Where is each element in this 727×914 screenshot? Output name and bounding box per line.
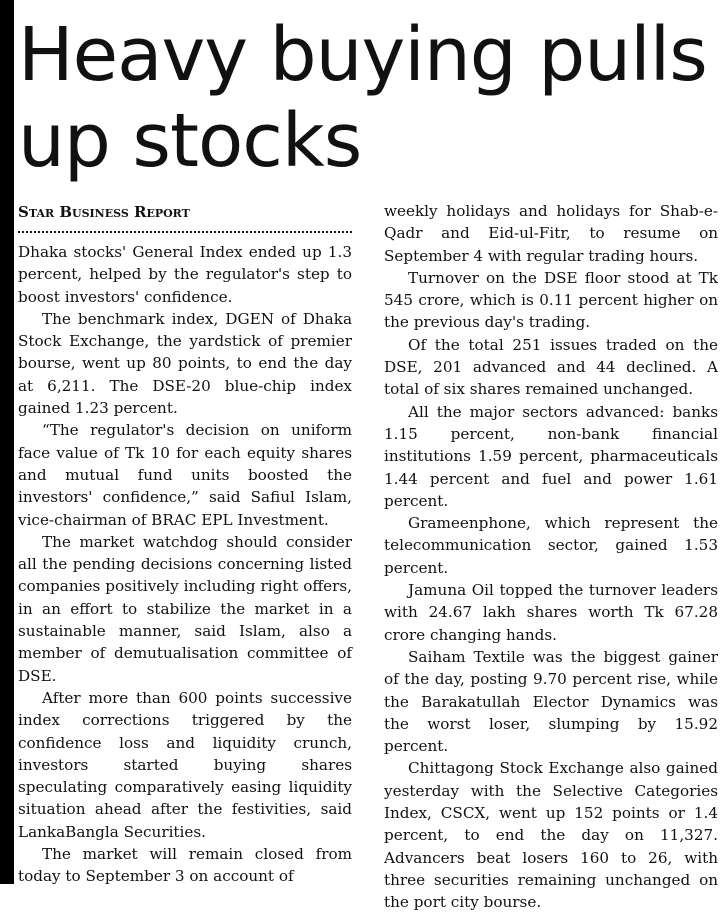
byline: Star Business Report <box>18 203 190 221</box>
paragraph: Turnover on the DSE floor stood at Tk 545 crore, which is 0.11 percent higher on the previous day's trading. <box>384 268 718 332</box>
paragraph: Chittagong Stock Exchange also gained yesterday with the Selective Categories Index, CSCX, went up 152 points or 1.4 percent, to end the day on 11,327. Advancers beat losers 160 to 26, with three securities remaining unchanged on the port city bourse. <box>384 759 718 912</box>
paragraph: The market watchdog should consider all the pending decisions concerning listed companies positively including right offers, in an effort to stabilize the market in a sustainable manner, said Islam, also a member of demutualisation committee of DSE. <box>18 532 352 685</box>
paragraph: Dhaka stocks' General Index ended up 1.3 percent, helped by the regulator's step to boost investors' confidence. <box>18 243 352 306</box>
paragraph: After more than 600 points successive index corrections triggered by the confidence loss and liquidity crunch, investors started buying shares speculating comparatively easing liquidity situation ahead after the festivities, said LankaBangla Securities. <box>18 688 352 841</box>
paragraph: Of the total 251 issues traded on the DSE, 201 advanced and 44 declined. A total of six shares remained unchanged. <box>384 335 718 399</box>
paragraph: The benchmark index, DGEN of Dhaka Stock Exchange, the yardstick of premier bourse, went up 80 points, to end the day at 6,211. The DSE-20 blue-chip index gained 1.23 percent. <box>18 309 352 418</box>
paragraph: The market will remain closed from today to September 3 on account of <box>18 845 352 886</box>
paragraph: Jamuna Oil topped the turnover leaders with 24.67 lakh shares worth Tk 67.28 crore changing hands. <box>384 581 718 644</box>
column-2 <box>384 200 718 914</box>
article-body <box>18 200 718 914</box>
dotted-divider <box>18 223 352 233</box>
headline: Heavy buying pulls up stocks <box>18 12 707 184</box>
paragraph: Saiham Textile was the biggest gainer of the day, posting 9.70 percent rise, while the Barakatullah Elector Dynamics was the worst loser, slumping by 15.92 percent. <box>384 647 718 756</box>
news-article <box>18 0 718 912</box>
paragraph: All the major sectors advanced: banks 1.15 percent, non-bank financial institutions 1.59 percent, pharmaceuticals 1.44 percent and fuel and power 1.61 percent. <box>384 402 718 510</box>
left-margin-bar <box>0 0 14 884</box>
paragraph: “The regulator's decision on uniform face value of Tk 10 for each equity shares and mutual fund units boosted the investors' confidence,” said Safiul Islam, vice-chairman of BRAC EPL Investment. <box>18 421 352 529</box>
paragraph: Grameenphone, which represent the telecommunication sector, gained 1.53 percent. <box>384 514 718 577</box>
column-1 <box>18 200 352 914</box>
paragraph-continued: weekly holidays and holidays for Shab-e-Qadr and Eid-ul-Fitr, to resume on September 4 with regular trading hours. <box>384 202 718 265</box>
